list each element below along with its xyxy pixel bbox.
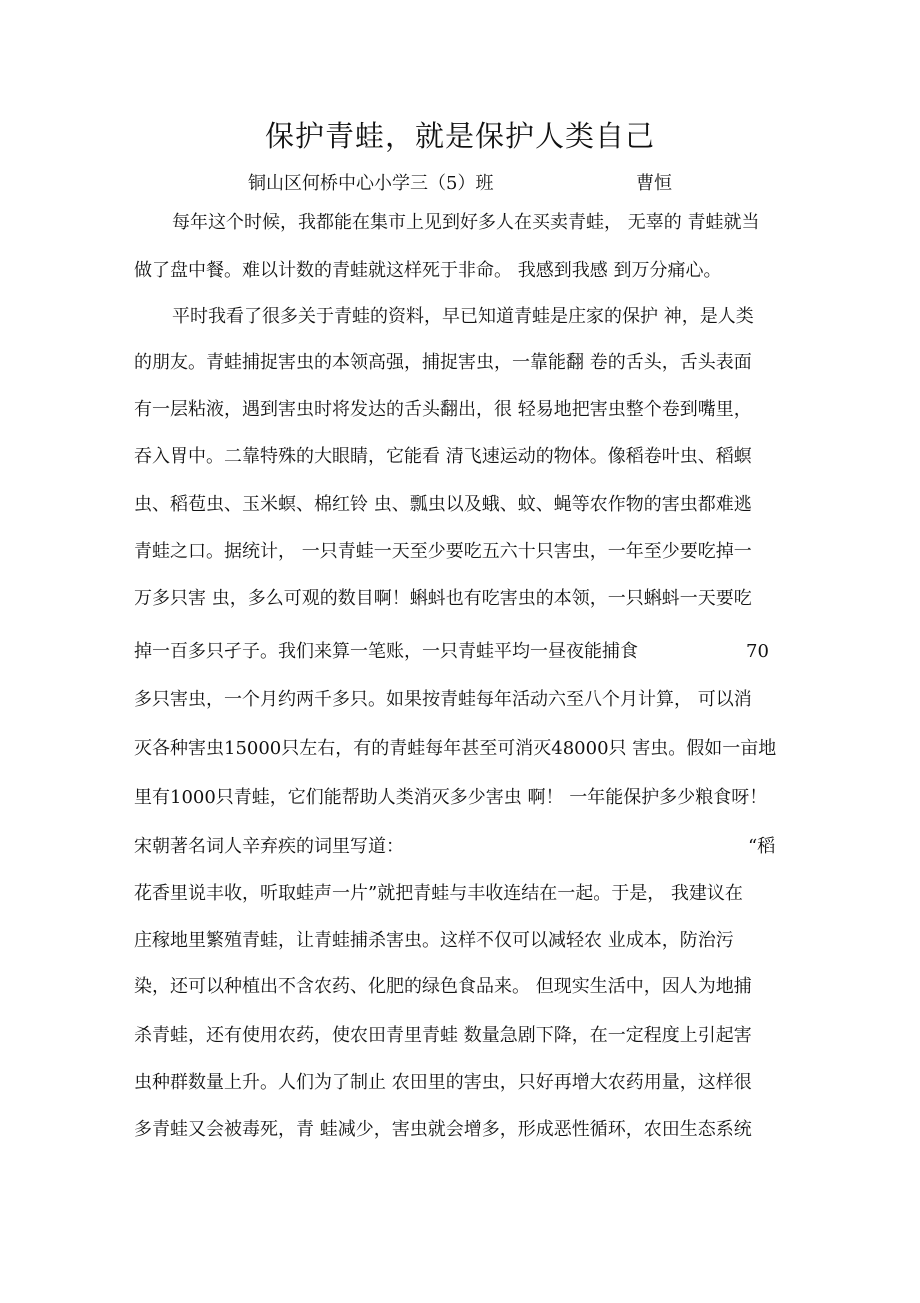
paragraph-line: 做了盘中餐。难以计数的青蛙就这样死于非命。 我感到我感 到万分痛心。 — [134, 260, 722, 281]
essay-title: 保护青蛙，就是保护人类自己 — [264, 119, 655, 153]
paragraph-line: 里有1000只青蛙，它们能帮助人类消灭多少害虫 啊！ 一年能保护多少粮食呀！ — [134, 787, 768, 808]
paragraph-line: 每年这个时候，我都能在集市上见到好多人在买卖青蛙， 无辜的 青蛙就当 — [172, 212, 760, 233]
paragraph-line: 掉一百多只孑子。我们来算一笔账，一只青蛙平均一昼夜能捕食 — [134, 641, 638, 662]
paragraph-line: 多青蛙又会被毒死，青 蛙减少，害虫就会增多，形成恶性循环，农田生态系统 — [134, 1119, 752, 1140]
paragraph-line: 庄稼地里繁殖青蛙，让青蛙捕杀害虫。这样不仅可以减轻农 业成本，防治污 — [134, 930, 734, 951]
paragraph-line: 宋朝著名词人辛弃疾的词里写道： — [134, 836, 404, 857]
paragraph-line: 虫种群数量上升。人们为了制止 农田里的害虫，只好再增大农药用量，这样很 — [134, 1072, 752, 1093]
paragraph-line: 虫、稻苞虫、玉米螟、棉红铃 虫、瓢虫以及蛾、蚊、蝇等农作物的害虫都难逃 — [134, 494, 752, 515]
paragraph-line: 花香里说丰收，听取蛙声一片”就把青蛙与丰收连结在一起。于是， 我建议在 — [134, 883, 743, 904]
author-name: 曹恒 — [636, 173, 672, 194]
paragraph-line: 平时我看了很多关于青蛙的资料，早已知道青蛙是庄家的保护 神，是人类 — [172, 306, 754, 327]
school-class: 铜山区何桥中心小学三（5）班 — [248, 173, 494, 194]
paragraph-line: 吞入胃中。二靠特殊的大眼睛，它能看 清飞速运动的物体。像稻卷叶虫、稻螟 — [134, 446, 752, 467]
paragraph-line: 灭各种害虫15000只左右，有的青蛙每年甚至可消灭48000只 害虫。假如一亩地 — [134, 738, 777, 759]
paragraph-line: 有一层粘液，遇到害虫时将发达的舌头翻出，很 轻易地把害虫整个卷到嘴里， — [134, 399, 752, 420]
paragraph-line: 的朋友。青蛙捕捉害虫的本领高强，捕捉害虫，一靠能翻 卷的舌头，舌头表面 — [134, 352, 752, 373]
paragraph-line: 青蛙之口。据统计， 一只青蛙一天至少要吃五六十只害虫，一年至少要吃掉一 — [134, 541, 752, 562]
paragraph-line: 杀青蛙，还有使用农药，使农田青里青蛙 数量急剧下降，在一定程度上引起害 — [134, 1025, 752, 1046]
paragraph-line-end: 70 — [746, 641, 769, 662]
paragraph-line: 万多只害 虫，多么可观的数目啊！蝌蚪也有吃害虫的本领，一只蝌蚪一天要吃 — [134, 588, 752, 609]
paragraph-line: 多只害虫，一个月约两千多只。如果按青蛙每年活动六至八个月计算， 可以消 — [134, 689, 752, 710]
paragraph-line-end: “稻 — [748, 836, 776, 857]
paragraph-line: 染，还可以种植出不含农药、化肥的绿色食品来。 但现实生活中，因人为地捕 — [134, 976, 752, 997]
